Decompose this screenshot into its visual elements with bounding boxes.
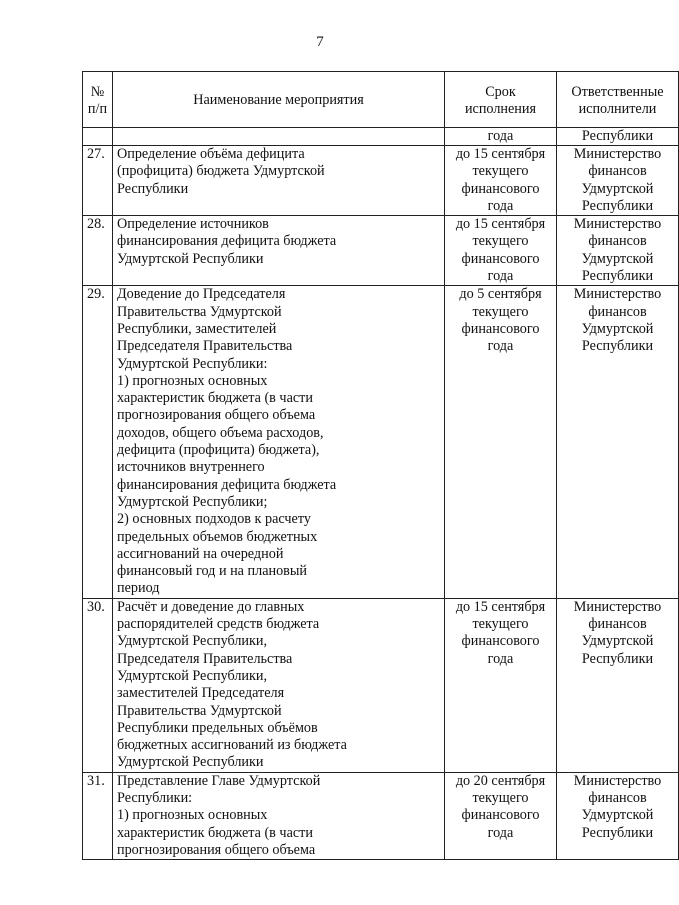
header-term-line: исполнения (464, 101, 537, 117)
deadline (445, 772, 557, 859)
responsible-line: финансов (588, 303, 647, 320)
measure-name-line: предельных объемов бюджетных (117, 528, 318, 545)
responsible (557, 286, 679, 598)
deadline-line: финансового (461, 320, 540, 337)
continuation-num (83, 128, 113, 146)
measure-name-line: характеристик бюджета (в части (117, 824, 313, 841)
deadline-line: года (487, 197, 514, 214)
responsible-line: Удмуртской (581, 320, 654, 337)
measure-name-line: прогнозирования общего объема (117, 841, 316, 858)
measure-name-line: (профицита) бюджета Удмуртской (117, 163, 325, 180)
table-header-row (83, 72, 679, 128)
measure-name-line: период (117, 580, 160, 597)
deadline (445, 216, 557, 286)
measure-name-line: Удмуртской Республики (117, 754, 264, 771)
measure-name-line: 1) прогнозных основных (117, 372, 268, 389)
responsible-line: финансов (588, 789, 647, 806)
measures-table (82, 71, 679, 860)
measure-name-line: Правительства Удмуртской (117, 303, 282, 320)
measure-name (113, 216, 445, 286)
deadline-line: финансового (461, 807, 540, 824)
responsible-line: Республики (581, 650, 654, 667)
measure-name-line: финансирования дефицита бюджета (117, 476, 337, 493)
deadline-line: текущего (472, 163, 529, 180)
responsible (557, 216, 679, 286)
row-number: 31. (83, 772, 113, 859)
deadline-line: до 20 сентября (455, 772, 546, 789)
header-resp-line: исполнители (578, 101, 657, 117)
measure-name (113, 286, 445, 598)
responsible-line: Министерство (573, 286, 662, 303)
measure-name-line: ассигнований на очередной (117, 545, 284, 562)
measure-name-line: Председателя Правительства (117, 650, 293, 667)
row-number: 28. (83, 216, 113, 286)
row-number: 27. (83, 146, 113, 216)
deadline-line: текущего (472, 789, 529, 806)
responsible-line: Министерство (573, 146, 662, 162)
deadline-line: до 15 сентября (455, 216, 546, 233)
measure-name-line: распорядителей средств бюджета (117, 616, 320, 633)
responsible-line: Республики (581, 197, 654, 214)
responsible (557, 772, 679, 859)
measure-name-line: 1) прогнозных основных (117, 807, 268, 824)
measure-name-line: Председателя Правительства (117, 338, 293, 355)
continuation-row (83, 128, 679, 146)
measure-name-line: источников внутреннего (117, 459, 265, 476)
responsible-line: Удмуртской (581, 180, 654, 197)
measure-name-line: доходов, общего объема расходов, (117, 424, 324, 441)
responsible-line: Удмуртской (581, 807, 654, 824)
measure-name-line: 2) основных подходов к расчету (117, 511, 311, 528)
responsible-line: финансов (588, 616, 647, 633)
measure-name-line: Республики (117, 180, 189, 197)
deadline (445, 598, 557, 772)
measure-name-line: Удмуртской Республики: (117, 355, 268, 372)
measure-name-line: Республики: (117, 789, 193, 806)
continuation-name (113, 128, 445, 146)
responsible-line: Министерство (573, 772, 662, 789)
measure-name-line: финансовый год и на плановый (117, 563, 307, 580)
table-row (83, 772, 679, 859)
table-row (83, 146, 679, 216)
header-num-line: № (90, 83, 105, 100)
deadline-line: года (487, 268, 514, 285)
responsible-line: финансов (588, 163, 647, 180)
deadline-line: до 15 сентября (455, 598, 546, 615)
header-resp-line: Ответственные (571, 83, 664, 100)
measure-name-line: Удмуртской Республики, (117, 667, 268, 684)
measure-name-line: заместителей Председателя (117, 685, 285, 702)
header-term (445, 72, 557, 128)
measure-name (113, 598, 445, 772)
deadline-line: года (487, 824, 514, 841)
header-num-line: п/п (87, 101, 108, 117)
measure-name (113, 146, 445, 216)
measure-name-line: дефицита (профицита) бюджета), (117, 442, 320, 459)
responsible-line: Республики (581, 338, 654, 355)
deadline (445, 146, 557, 216)
table-row (83, 286, 679, 598)
deadline-line: финансового (461, 250, 540, 267)
responsible-line: Республики (581, 268, 654, 285)
row-number: 30. (83, 598, 113, 772)
measure-name-line: Правительства Удмуртской (117, 702, 282, 719)
deadline-line: финансового (461, 180, 540, 197)
deadline-line: текущего (472, 233, 529, 250)
responsible (557, 598, 679, 772)
responsible (557, 146, 679, 216)
responsible-line: Удмуртской (581, 633, 654, 650)
page-number: 7 (316, 34, 324, 50)
header-num (83, 72, 113, 128)
deadline-line: года (487, 650, 514, 667)
deadline-line: до 15 сентября (455, 146, 546, 162)
table-row (83, 216, 679, 286)
measure-name-line: прогнозирования общего объема (117, 407, 316, 424)
header-name-line: Наименование мероприятия (193, 92, 364, 109)
measure-name-line: Республики, заместителей (117, 320, 277, 337)
table-row (83, 598, 679, 772)
measure-name (113, 772, 445, 859)
measure-name-line: финансирования дефицита бюджета (117, 233, 337, 250)
measure-name-line: характеристик бюджета (в части (117, 390, 313, 407)
measure-name-line: бюджетных ассигнований из бюджета (117, 737, 347, 754)
continuation-resp: Республики (557, 128, 679, 146)
header-term-line: Срок (485, 83, 516, 100)
measure-name-line: Удмуртской Республики (117, 250, 264, 267)
header-resp (557, 72, 679, 128)
continuation-term: года (445, 128, 557, 146)
measure-name-line: Республики предельных объёмов (117, 719, 318, 736)
deadline-line: до 5 сентября (459, 286, 542, 303)
responsible-line: Республики (581, 824, 654, 841)
deadline-line: финансового (461, 633, 540, 650)
deadline (445, 286, 557, 598)
responsible-line: Министерство (573, 216, 662, 233)
deadline-line: года (487, 338, 514, 355)
row-number: 29. (83, 286, 113, 598)
header-name (113, 72, 445, 128)
responsible-line: финансов (588, 233, 647, 250)
responsible-line: Удмуртской (581, 250, 654, 267)
measure-name-line: Определение объёма дефицита (117, 146, 305, 162)
measure-name-line: Представление Главе Удмуртской (117, 772, 321, 789)
deadline-line: текущего (472, 616, 529, 633)
measure-name-line: Удмуртской Республики; (117, 493, 268, 510)
responsible-line: Министерство (573, 598, 662, 615)
measure-name-line: Расчёт и доведение до главных (117, 598, 305, 615)
measure-name-line: Удмуртской Республики, (117, 633, 268, 650)
measure-name-line: Определение источников (117, 216, 269, 233)
deadline-line: текущего (472, 303, 529, 320)
measure-name-line: Доведение до Председателя (117, 286, 286, 303)
